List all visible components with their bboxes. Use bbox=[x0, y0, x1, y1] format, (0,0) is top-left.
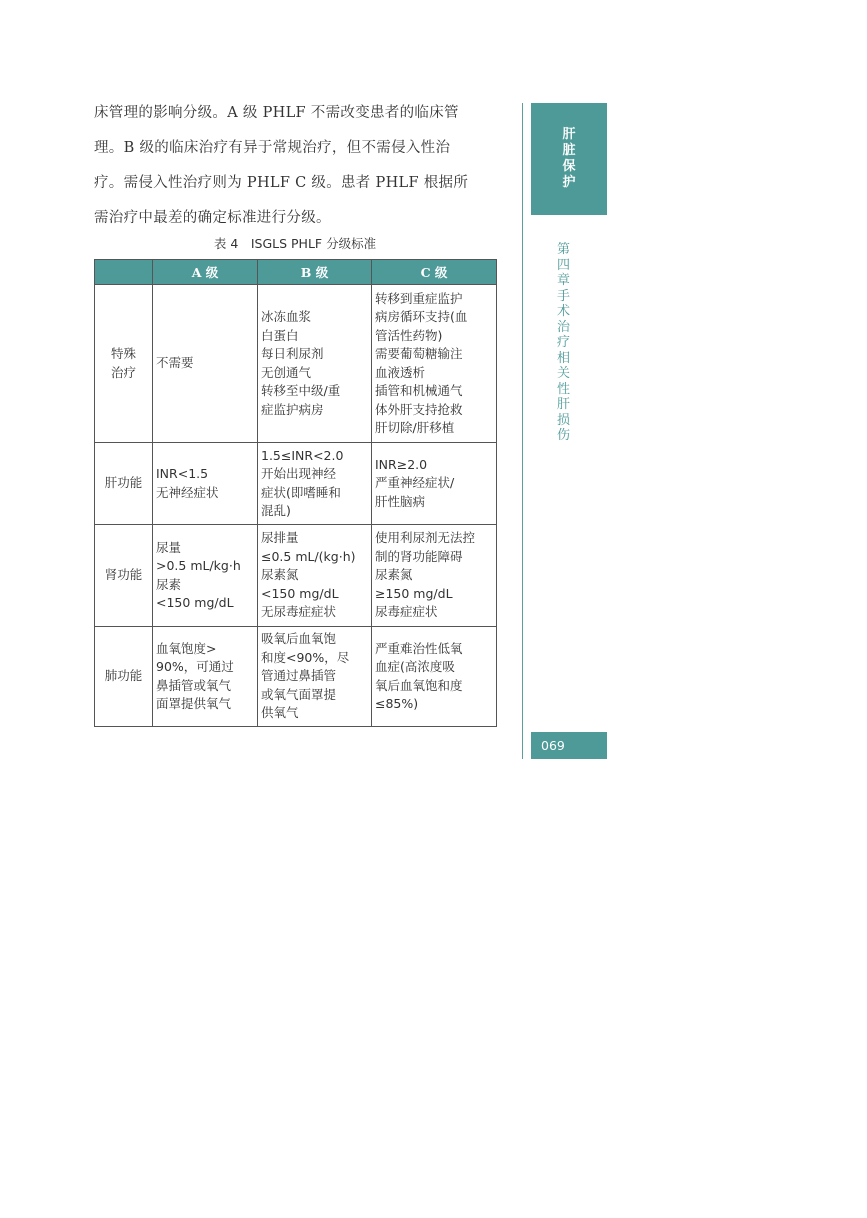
grading-table bbox=[94, 259, 497, 727]
header-cell: C 级 bbox=[372, 260, 497, 285]
body-paragraph bbox=[94, 96, 496, 236]
table-row bbox=[95, 627, 497, 727]
header-cell bbox=[95, 260, 153, 285]
row-label: 肺功能 bbox=[95, 627, 153, 727]
row-label: 特殊 治疗 bbox=[95, 285, 153, 443]
chapter-title: 第四章 手术治疗相关性肝损伤 bbox=[556, 242, 584, 443]
page-number: 069 bbox=[531, 732, 607, 759]
header-cell: B 级 bbox=[258, 260, 372, 285]
header-cell: A 级 bbox=[153, 260, 258, 285]
paragraph-line: 疗。需侵入性治疗则为 PHLF C 级。患者 PHLF 根据所 bbox=[94, 175, 469, 191]
table-cell: 尿排量 ≤0.5 mL/(kg·h) 尿素氮 <150 mg/dL 无尿毒症症状 bbox=[258, 525, 372, 627]
row-label: 肾功能 bbox=[95, 525, 153, 627]
table-cell: INR<1.5 无神经症状 bbox=[153, 443, 258, 525]
table-cell: 严重难治性低氧 血症(高浓度吸 氧后血氧饱和度 ≤85%) bbox=[372, 627, 497, 727]
table-cell: 转移到重症监护 病房循环支持(血 管活性药物) 需要葡萄糖输注 血液透析 插管和机械通气 体外肝支持抢救 肝切除/肝移植 bbox=[372, 285, 497, 443]
table-cell: 血氧饱度> 90%，可通过 鼻插管或氧气 面罩提供氧气 bbox=[153, 627, 258, 727]
table-cell: 冰冻血浆 白蛋白 每日利尿剂 无创通气 转移至中级/重 症监护病房 bbox=[258, 285, 372, 443]
table-cell: INR≥2.0 严重神经症状/ 肝性脑病 bbox=[372, 443, 497, 525]
table-row bbox=[95, 525, 497, 627]
table-header-row bbox=[95, 260, 497, 285]
table-cell: 不需要 bbox=[153, 285, 258, 443]
table-cell: 使用利尿剂无法控 制的肾功能障碍 尿素氮 ≥150 mg/dL 尿毒症症状 bbox=[372, 525, 497, 627]
paragraph-line: 床管理的影响分级。A 级 PHLF 不需改变患者的临床管 bbox=[94, 105, 459, 121]
section-title: 肝脏保护 bbox=[562, 127, 576, 190]
table-row bbox=[95, 285, 497, 443]
section-tab bbox=[531, 103, 607, 215]
sidebar-divider bbox=[522, 103, 523, 759]
table-caption: 表 4 ISGLS PHLF 分级标准 bbox=[213, 236, 377, 251]
paragraph-line: 需治疗中最差的确定标准进行分级。 bbox=[94, 210, 331, 226]
paragraph-line: 理。B 级的临床治疗有异于常规治疗，但不需侵入性治 bbox=[94, 140, 451, 156]
table-row bbox=[95, 443, 497, 525]
table-cell: 尿量 >0.5 mL/kg·h 尿素 <150 mg/dL bbox=[153, 525, 258, 627]
table-cell: 1.5≤INR<2.0 开始出现神经 症状(即嗜睡和 混乱) bbox=[258, 443, 372, 525]
table-cell: 吸氧后血氧饱 和度<90%，尽 管通过鼻插管 或氧气面罩提 供氧气 bbox=[258, 627, 372, 727]
row-label: 肝功能 bbox=[95, 443, 153, 525]
